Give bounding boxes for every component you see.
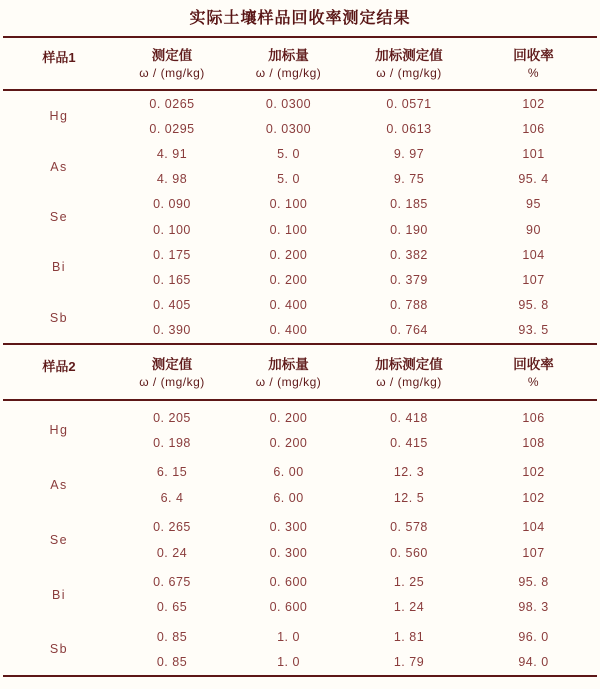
measured-value: 4. 98 <box>156 172 188 187</box>
spiked-amount: 0. 400 <box>269 323 308 338</box>
spiked-measured-value: 0. 190 <box>390 222 428 237</box>
recovery-rate: 93. 5 <box>518 323 549 338</box>
header-row <box>3 345 597 400</box>
column-label: 加标测定值 <box>375 48 443 63</box>
column-unit: ω / (mg/kg) <box>139 66 205 80</box>
table-row <box>3 192 597 217</box>
recovery-rate: 107 <box>522 272 545 287</box>
spiked-amount: 0. 100 <box>269 222 308 237</box>
recovery-rate: 95. 4 <box>518 172 549 187</box>
column-unit: ω / (mg/kg) <box>255 66 322 80</box>
spiked-measured-value: 0. 415 <box>390 435 428 450</box>
table-row <box>3 242 597 267</box>
measured-value: 0. 390 <box>153 323 191 338</box>
spiked-measured-value: 0. 764 <box>390 323 428 338</box>
recovery-rate: 107 <box>522 545 545 560</box>
column-header-spiked-measured <box>348 345 470 400</box>
recovery-rate: 95. 8 <box>518 574 549 589</box>
measured-value: 0. 265 <box>153 520 191 535</box>
spiked-measured-value: 1. 81 <box>393 629 425 644</box>
element-symbol: Bi <box>51 587 67 602</box>
recovery-rate: 104 <box>522 520 545 535</box>
column-header-recovery <box>470 37 597 90</box>
table-header-sample1 <box>3 37 597 90</box>
table-row <box>3 141 597 166</box>
recovery-rate: 95. 8 <box>518 298 549 313</box>
measured-value: 0. 24 <box>156 545 188 560</box>
recovery-rate: 102 <box>522 465 545 480</box>
column-header-measured <box>115 37 229 90</box>
column-unit: ω / (mg/kg) <box>376 66 442 80</box>
spiked-amount: 6. 00 <box>273 490 304 505</box>
recovery-rate: 101 <box>522 146 545 161</box>
measured-value: 0. 165 <box>153 272 191 287</box>
measured-value: 0. 675 <box>153 574 191 589</box>
spiked-amount: 0. 300 <box>269 545 308 560</box>
spiked-amount: 0. 200 <box>269 272 308 287</box>
column-label: 加标量 <box>268 48 309 63</box>
spiked-measured-value: 0. 185 <box>390 197 428 212</box>
spiked-amount: 0. 0300 <box>265 96 312 111</box>
spiked-amount: 0. 600 <box>269 574 308 589</box>
page-title: 实际土壤样品回收率测定结果 <box>189 10 411 27</box>
spiked-amount: 5. 0 <box>277 146 300 161</box>
measured-value: 0. 198 <box>153 435 191 450</box>
spiked-amount: 0. 100 <box>269 197 308 212</box>
spiked-measured-value: 0. 560 <box>390 545 428 560</box>
spiked-measured-value: 0. 578 <box>390 520 428 535</box>
measured-value: 0. 85 <box>156 629 188 644</box>
table-row <box>3 293 597 318</box>
column-header-spiked-measured <box>348 37 470 90</box>
spiked-measured-value: 0. 0613 <box>386 121 432 136</box>
table-body-sample1 <box>3 90 597 344</box>
column-label: 加标量 <box>268 356 309 372</box>
column-unit: % <box>527 374 540 389</box>
measured-value: 0. 100 <box>153 222 191 237</box>
measured-value: 0. 85 <box>156 655 188 670</box>
spiked-measured-value: 1. 24 <box>393 600 425 615</box>
recovery-rate: 102 <box>522 96 545 111</box>
column-label: 加标测定值 <box>375 356 443 372</box>
column-unit: ω / (mg/kg) <box>376 374 442 389</box>
recovery-rate: 106 <box>522 410 545 425</box>
recovery-rate: 104 <box>522 247 545 262</box>
spiked-measured-value: 1. 79 <box>393 655 425 670</box>
spiked-measured-value: 9. 75 <box>393 172 425 187</box>
measured-value: 0. 0265 <box>149 96 195 111</box>
spiked-amount: 0. 400 <box>269 298 308 313</box>
measured-value: 0. 65 <box>156 600 188 615</box>
spiked-measured-value: 0. 382 <box>390 247 428 262</box>
spiked-measured-value: 0. 0571 <box>386 96 432 111</box>
measured-value: 4. 91 <box>156 146 188 161</box>
recovery-table-sample2 <box>3 345 597 677</box>
table-body-sample2 <box>3 400 597 676</box>
column-unit: % <box>527 66 540 80</box>
recovery-table-sample1 <box>3 36 597 345</box>
recovery-rate: 102 <box>522 490 545 505</box>
element-symbol: Hg <box>49 109 69 124</box>
element-symbol: Sb <box>49 642 69 657</box>
recovery-rate: 96. 0 <box>518 629 549 644</box>
recovery-rate: 108 <box>522 435 545 450</box>
measured-value: 0. 175 <box>153 247 191 262</box>
measured-value: 0. 205 <box>153 410 191 425</box>
sample-label: 样品2 <box>3 345 115 400</box>
table-row <box>3 510 597 539</box>
spiked-measured-value: 9. 97 <box>393 146 425 161</box>
sample-label: 样品1 <box>3 37 115 90</box>
spiked-amount: 6. 00 <box>273 465 304 480</box>
element-symbol: As <box>50 478 68 493</box>
spiked-measured-value: 0. 418 <box>390 410 428 425</box>
spiked-amount: 5. 0 <box>277 172 300 187</box>
element-symbol: Sb <box>49 310 69 325</box>
recovery-rate: 95 <box>526 197 541 212</box>
column-header-spiked <box>229 37 348 90</box>
recovery-rate: 106 <box>522 121 545 136</box>
table-row <box>3 620 597 649</box>
spiked-amount: 0. 300 <box>269 520 308 535</box>
recovery-rate: 90 <box>526 222 541 237</box>
table-row <box>3 456 597 485</box>
spiked-measured-value: 12. 5 <box>393 490 425 505</box>
column-label: 回收率 <box>513 356 554 372</box>
column-unit: ω / (mg/kg) <box>255 374 322 389</box>
element-symbol: Hg <box>49 423 69 438</box>
column-header-measured <box>115 345 229 400</box>
column-unit: ω / (mg/kg) <box>139 374 205 389</box>
measured-value: 0. 090 <box>153 197 191 212</box>
recovery-rate: 94. 0 <box>518 655 549 670</box>
column-label: 测定值 <box>151 356 193 372</box>
spiked-amount: 0. 200 <box>269 435 308 450</box>
table-row <box>3 565 597 594</box>
element-symbol: Bi <box>51 260 67 275</box>
table-row <box>3 90 597 116</box>
column-label: 回收率 <box>513 48 554 63</box>
element-symbol: As <box>50 159 68 174</box>
spiked-amount: 0. 200 <box>269 410 308 425</box>
spiked-amount: 0. 0300 <box>265 121 312 136</box>
column-header-spiked <box>229 345 348 400</box>
measured-value: 0. 405 <box>153 298 191 313</box>
element-symbol: Se <box>49 532 69 547</box>
recovery-rate: 98. 3 <box>518 600 549 615</box>
spiked-amount: 0. 200 <box>269 247 308 262</box>
spiked-amount: 1. 0 <box>277 629 300 644</box>
measured-value: 6. 4 <box>160 490 184 505</box>
element-symbol: Se <box>49 209 69 224</box>
measured-value: 6. 15 <box>156 465 188 480</box>
column-header-recovery <box>470 345 597 400</box>
spiked-measured-value: 12. 3 <box>393 465 425 480</box>
header-row <box>3 37 597 90</box>
spiked-measured-value: 1. 25 <box>393 574 425 589</box>
table-row <box>3 400 597 430</box>
measured-value: 0. 0295 <box>149 121 195 136</box>
spiked-measured-value: 0. 788 <box>390 298 428 313</box>
column-label: 测定值 <box>151 48 193 63</box>
table-header-sample2 <box>3 345 597 400</box>
spiked-amount: 0. 600 <box>269 600 308 615</box>
spiked-amount: 1. 0 <box>277 655 300 670</box>
spiked-measured-value: 0. 379 <box>390 272 428 287</box>
